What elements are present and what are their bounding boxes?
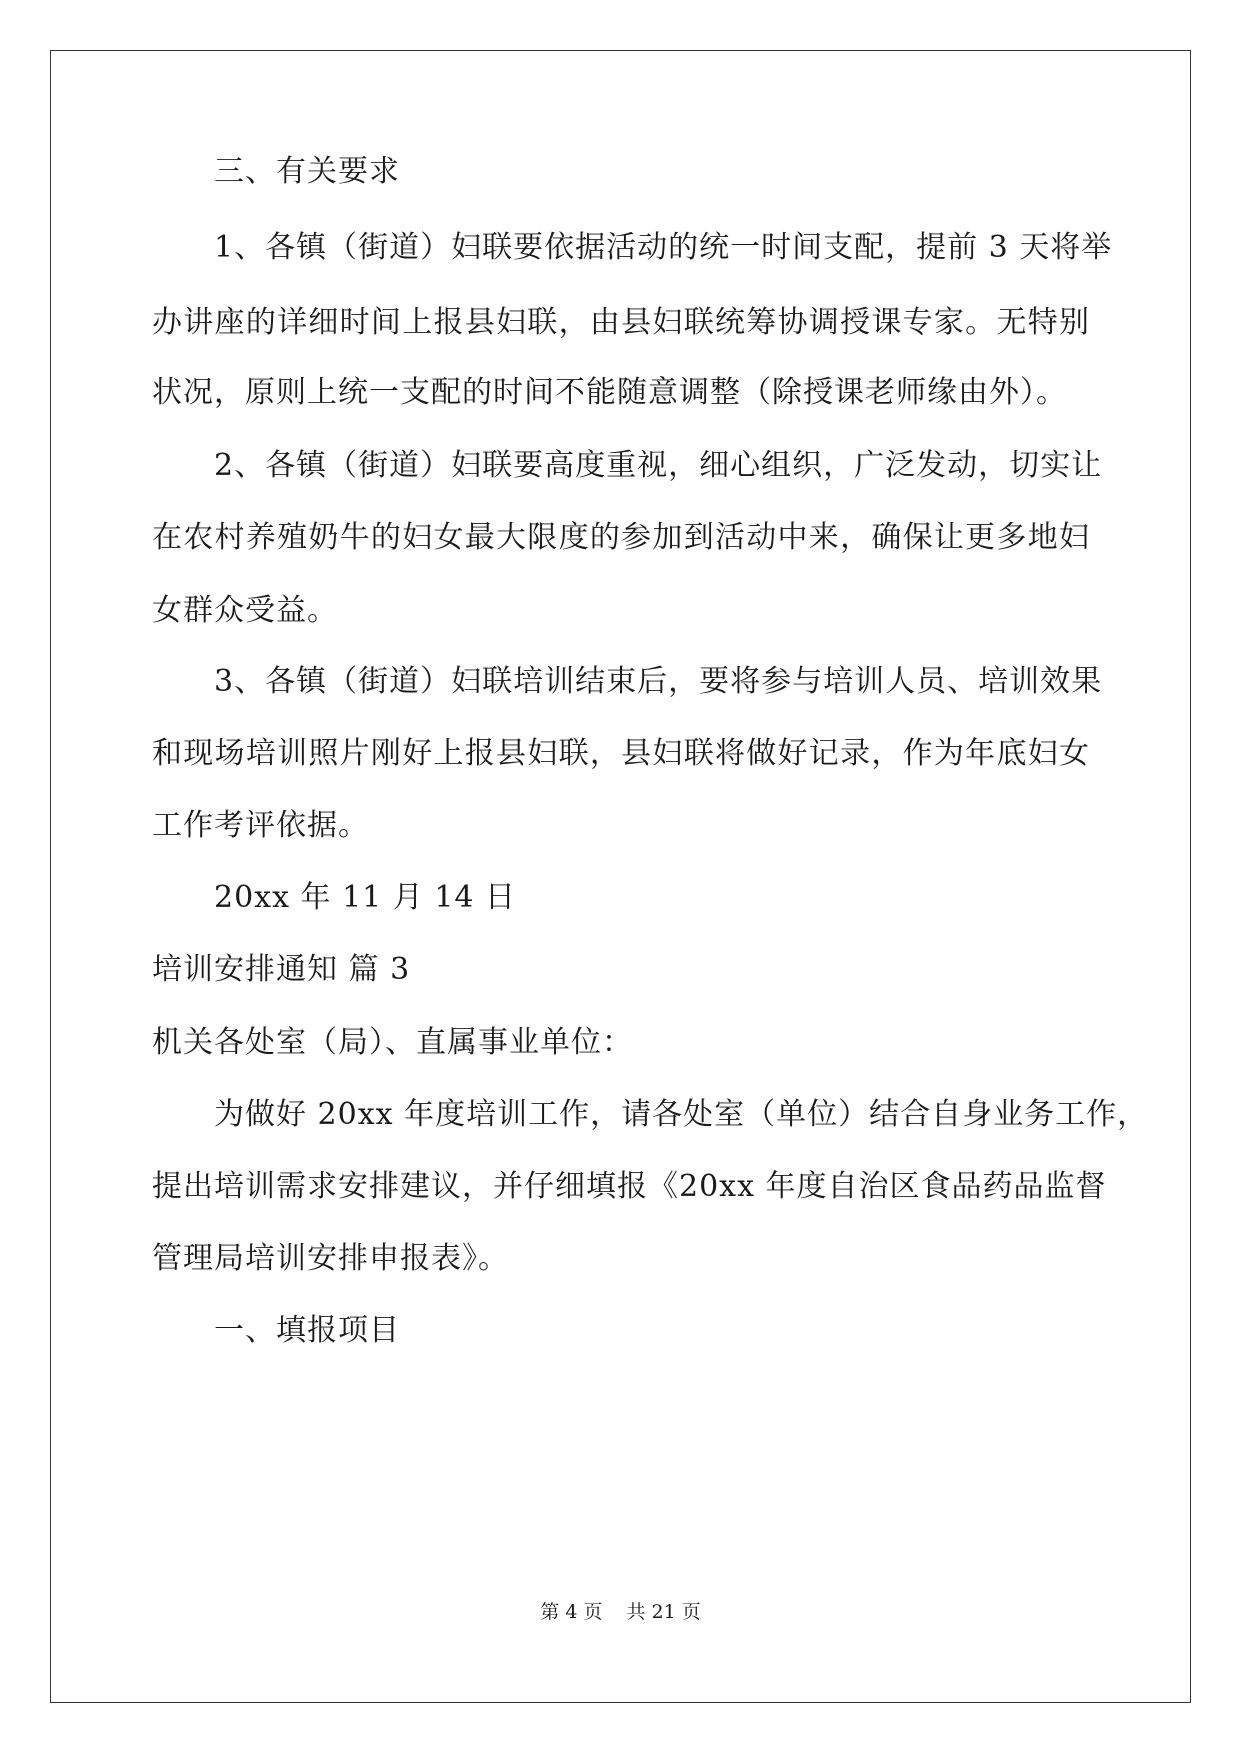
paragraph-line: 和现场培训照片刚好上报县妇联，县妇联将做好记录，作为年底妇女 (152, 736, 1090, 771)
salutation: 机关各处室（局）、直属事业单位： (152, 1025, 633, 1060)
paragraph-line: 1、各镇（街道）妇联要依据活动的统一时间支配，提前 3 天将举 (214, 230, 1113, 265)
paragraph-line: 女群众受益。 (152, 593, 338, 628)
paragraph-line: 2、各镇（街道）妇联要高度重视，细心组织，广泛发动，切实让 (214, 448, 1103, 483)
section-heading: 一、填报项目 (214, 1313, 400, 1348)
page-total: 共 21 页 (626, 1601, 701, 1623)
page-border (50, 50, 1191, 1703)
article-title: 培训安排通知 篇 3 (152, 952, 411, 987)
paragraph-line: 工作考评依据。 (152, 808, 369, 843)
paragraph-line: 提出培训需求安排建议，并仔细填报《20xx 年度自治区食品药品监督 (152, 1169, 1107, 1204)
page-footer (0, 1600, 1241, 1624)
paragraph-line: 为做好 20xx 年度培训工作，请各处室（单位）结合自身业务工作， (214, 1097, 1149, 1132)
paragraph-line: 3、各镇（街道）妇联培训结束后，要将参与培训人员、培训效果 (214, 664, 1103, 699)
date-line: 20xx 年 11 月 14 日 (214, 880, 517, 915)
page-number: 第 4 页 (540, 1601, 603, 1623)
paragraph-line: 在农村养殖奶牛的妇女最大限度的参加到活动中来，确保让更多地妇 (152, 520, 1090, 555)
paragraph-line: 管理局培训安排申报表》。 (152, 1241, 509, 1276)
paragraph-line: 状况，原则上统一支配的时间不能随意调整（除授课老师缘由外）。 (152, 375, 1067, 410)
paragraph-line: 办讲座的详细时间上报县妇联，由县妇联统筹协调授课专家。无特别 (152, 305, 1090, 340)
section-heading: 三、有关要求 (214, 154, 400, 189)
